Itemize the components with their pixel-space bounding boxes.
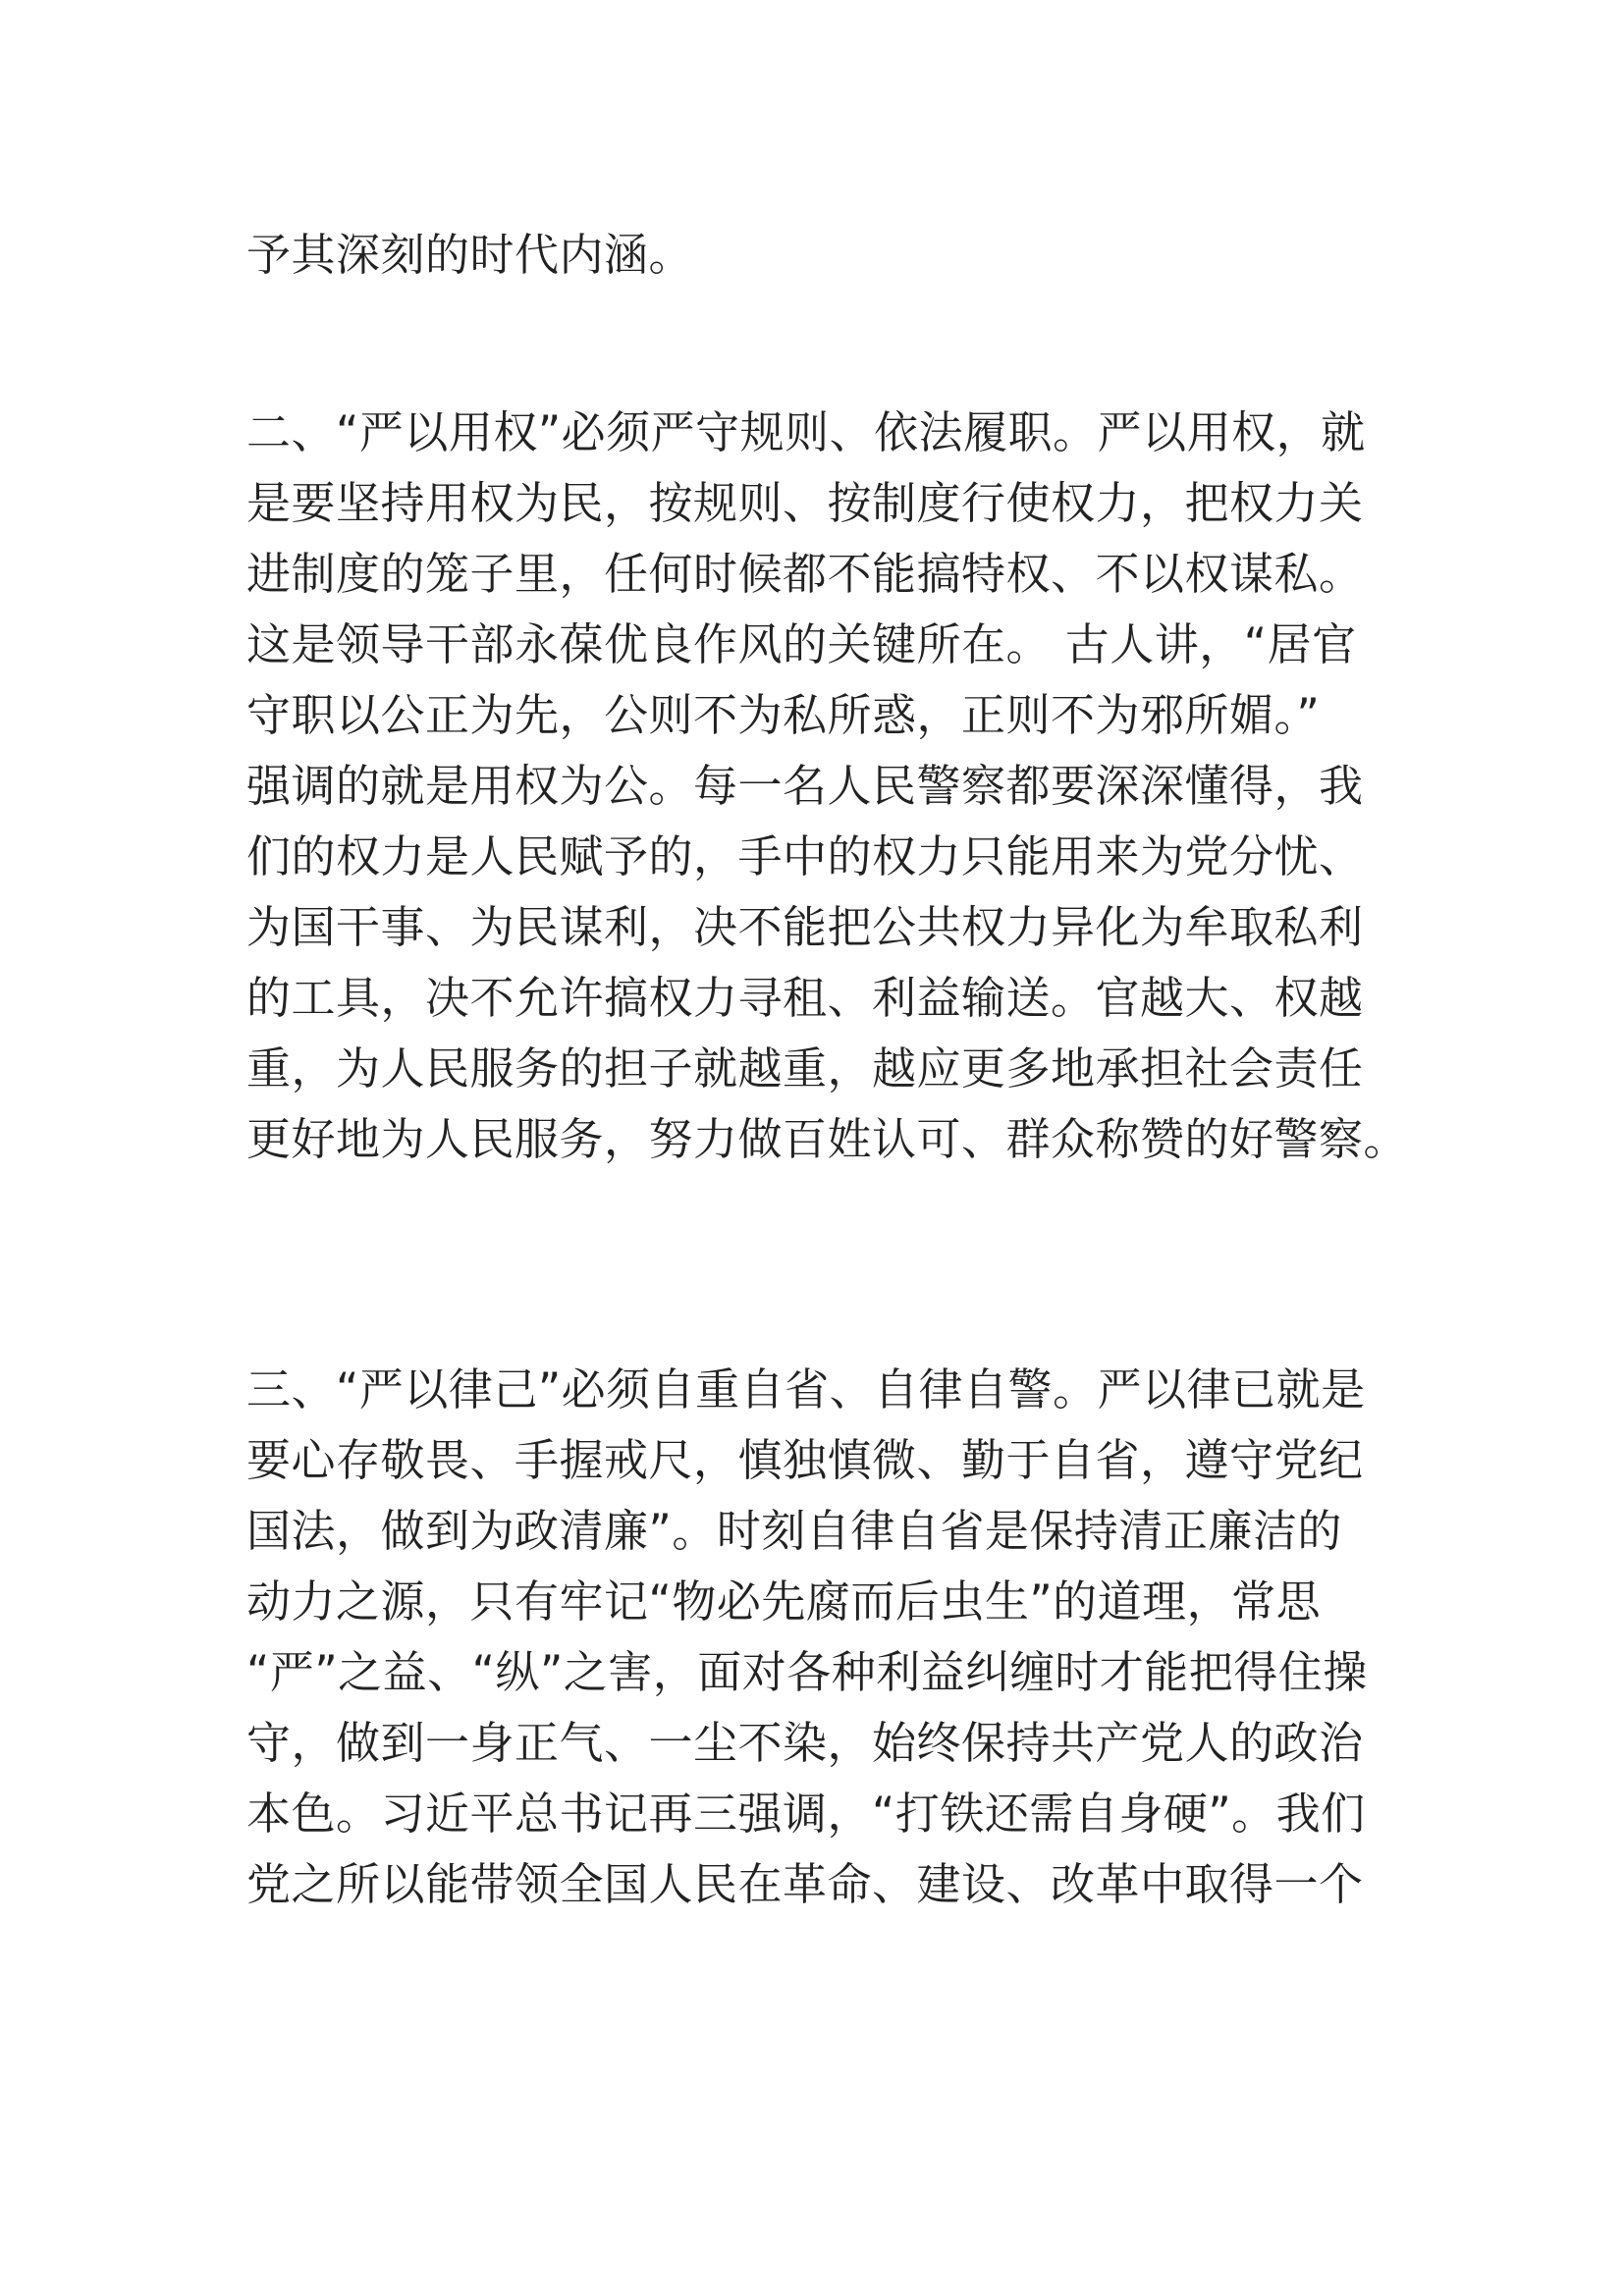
- text-line: 要心存敬畏、手握戒尺，慎独慎微、勤于自省，遵守党纪: [246, 1434, 1364, 1486]
- text-line: 们的权力是人民赋予的，手中的权力只能用来为党分忧、: [246, 830, 1364, 882]
- text-line: 国法，做到为政清廉”。时刻自律自省是保持清正廉洁的: [246, 1505, 1342, 1557]
- text-line: 进制度的笼子里，任何时候都不能搞特权、不以权谋私。: [246, 548, 1364, 600]
- text-line: 本色。习近平总书记再三强调，“打铁还需自身硬”。我们: [246, 1788, 1366, 1840]
- paragraph-section-three: [246, 1355, 1405, 1920]
- text-line: 更好地为人民服务，努力做百姓认可、群众称赞的好警察。: [246, 1113, 1409, 1165]
- text-line: 党之所以能带领全国人民在革命、建设、改革中取得一个: [246, 1858, 1364, 1910]
- text-line: 为国干事、为民谋利，决不能把公共权力异化为牟取私利: [246, 901, 1364, 953]
- text-line: 守，做到一身正气、一尘不染，始终保持共产党人的政治: [246, 1717, 1364, 1769]
- section-three-heading-line: 三、“严以律己”必须自重自省、自律自警。严以律已就是: [246, 1363, 1366, 1415]
- text-line: 是要坚持用权为民，按规则、按制度行使权力，把权力关: [246, 477, 1364, 529]
- section-two-heading-line: 二、“严以用权”必须严守规则、依法履职。严以用权，就: [246, 406, 1366, 458]
- text-line: 守职以公正为先，公则不为私所惑，正则不为邪所媚。”: [246, 689, 1321, 741]
- paragraph-section-two: [246, 398, 1409, 1175]
- text-line: 强调的就是用权为公。每一名人民警察都要深深懂得，我: [246, 760, 1364, 812]
- text-line: 予其深刻的时代内涵。: [246, 229, 694, 281]
- text-line: 这是领导干部永葆优良作风的关键所在。 古人讲，“居官: [246, 618, 1357, 670]
- text-line: 重，为人民服务的担子就越重，越应更多地承担社会责任: [246, 1042, 1364, 1095]
- paragraph-intro-continuation: [246, 220, 1405, 291]
- text-line: 动力之源，只有牢记“物必先腐而后虫生”的道理，常思: [246, 1575, 1322, 1628]
- text-line: “严”之益、“纵”之害，面对各种利益纠缠时才能把得住操: [246, 1646, 1368, 1698]
- text-line: 的工具，决不允许搞权力寻租、利益输送。官越大、权越: [246, 972, 1364, 1024]
